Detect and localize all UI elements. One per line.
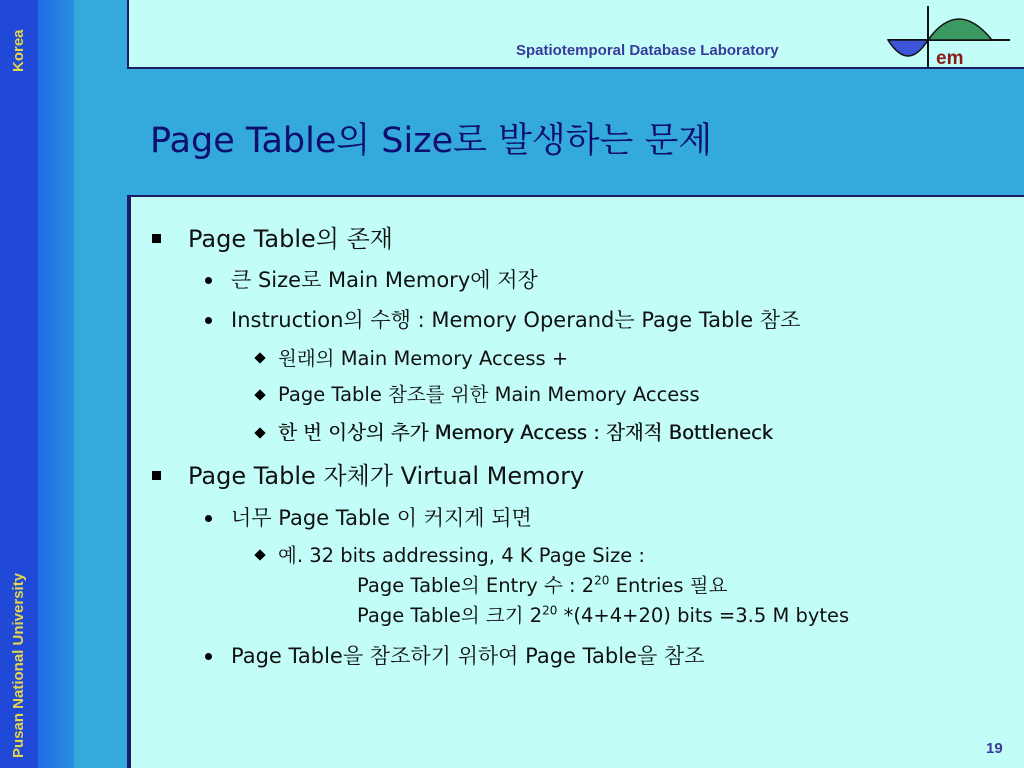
bullet-page-table-virtual-memory: Page Table 자체가 Virtual Memory — [188, 462, 585, 490]
lab-logo — [880, 0, 1024, 70]
bullet-dot-icon — [205, 515, 212, 522]
bullet-page-table-access: Page Table 참조를 위한 Main Memory Access — [278, 383, 700, 406]
bullet-diamond-icon — [254, 427, 265, 438]
bullet-bottleneck: 한 번 이상의 추가 Memory Access : 잠재적 Bottleneck — [278, 421, 773, 444]
bullet-example-32bit: 예. 32 bits addressing, 4 K Page Size : — [278, 544, 645, 567]
bullet-reference-page-table: Page Table을 참조하기 위하여 Page Table을 참조 — [231, 644, 705, 668]
bullet-dot-icon — [205, 277, 212, 284]
table-size-text: Page Table의 크기 2 — [357, 604, 543, 627]
bullet-diamond-icon — [254, 352, 265, 363]
page-number: 19 — [986, 740, 1003, 757]
entry-count-line — [357, 570, 727, 598]
bullet-original-access: 원래의 Main Memory Access + — [278, 347, 569, 370]
left-sidebar — [0, 0, 38, 768]
page-title: Page Table의 Size로 발생하는 문제 — [150, 121, 713, 161]
entry-count-suffix: Entries 필요 — [609, 574, 728, 597]
logo-wave-low — [888, 40, 928, 56]
table-size-suffix: *(4+4+20) bits =3.5 M bytes — [557, 604, 850, 627]
bullet-diamond-icon — [254, 549, 265, 560]
bullet-size-main-memory: 큰 Size로 Main Memory에 저장 — [231, 268, 538, 292]
bullet-page-table-grows: 너무 Page Table 이 커지게 되면 — [231, 506, 532, 530]
logo-wave-high — [928, 19, 992, 40]
entry-count-text: Page Table의 Entry 수 : 2 — [357, 574, 595, 597]
content-panel — [127, 195, 1024, 768]
bullet-instruction-execution: Instruction의 수행 : Memory Operand는 Page Table 참조 — [231, 308, 801, 332]
bullet-diamond-icon — [254, 389, 265, 400]
lab-name: Spatiotemporal Database Laboratory — [516, 42, 779, 59]
bullet-dot-icon — [205, 653, 212, 660]
sidebar-stripe — [38, 0, 74, 768]
bullet-dot-icon — [205, 317, 212, 324]
bullet-page-table-exists: Page Table의 존재 — [188, 225, 393, 253]
table-size-line — [357, 600, 849, 628]
entry-count-exponent: 20 — [594, 573, 610, 588]
bullet-square-icon — [152, 471, 161, 480]
logo-text: em — [936, 48, 964, 69]
bullet-square-icon — [152, 234, 161, 243]
table-size-exponent: 20 — [542, 603, 558, 618]
sidebar-university-label: Pusan National University — [10, 572, 27, 758]
sidebar-korea-label: Korea — [10, 29, 27, 72]
